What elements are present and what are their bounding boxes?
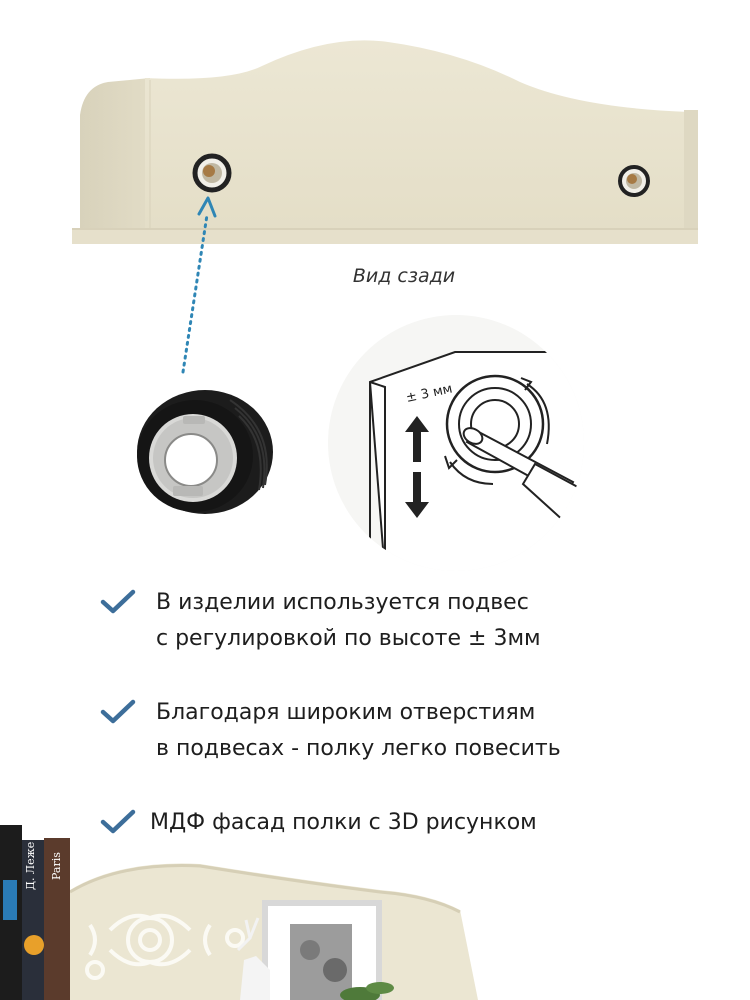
feature-1-line-2: с регулировкой по высоте ± 3мм xyxy=(156,626,541,651)
feature-2-line-2: в подвесах - полку легко повесить xyxy=(156,736,561,761)
feature-2-line-1: Благодаря широким отверстиям xyxy=(156,700,536,725)
check-icon xyxy=(100,699,136,725)
feature-3-line-1: МДФ фасад полки с 3D рисунком xyxy=(150,810,537,835)
books xyxy=(0,825,70,1000)
feature-item-wide-holes xyxy=(100,695,720,767)
shelf-scene-image xyxy=(0,820,750,1000)
feature-item-height-adjust xyxy=(100,585,720,657)
check-icon xyxy=(100,589,136,615)
installation-diagram xyxy=(325,312,587,574)
feature-1-line-1: В изделии используется подвес xyxy=(156,590,529,615)
book-spine-2: Paris xyxy=(50,852,63,880)
hanger-fitting-image xyxy=(125,370,280,530)
adjust-label: ± 3 мм xyxy=(404,381,454,406)
back-view-caption: Вид сзади xyxy=(352,265,456,287)
picture-frame xyxy=(262,900,382,1000)
book-spine-1: Д. Леже xyxy=(24,841,37,890)
